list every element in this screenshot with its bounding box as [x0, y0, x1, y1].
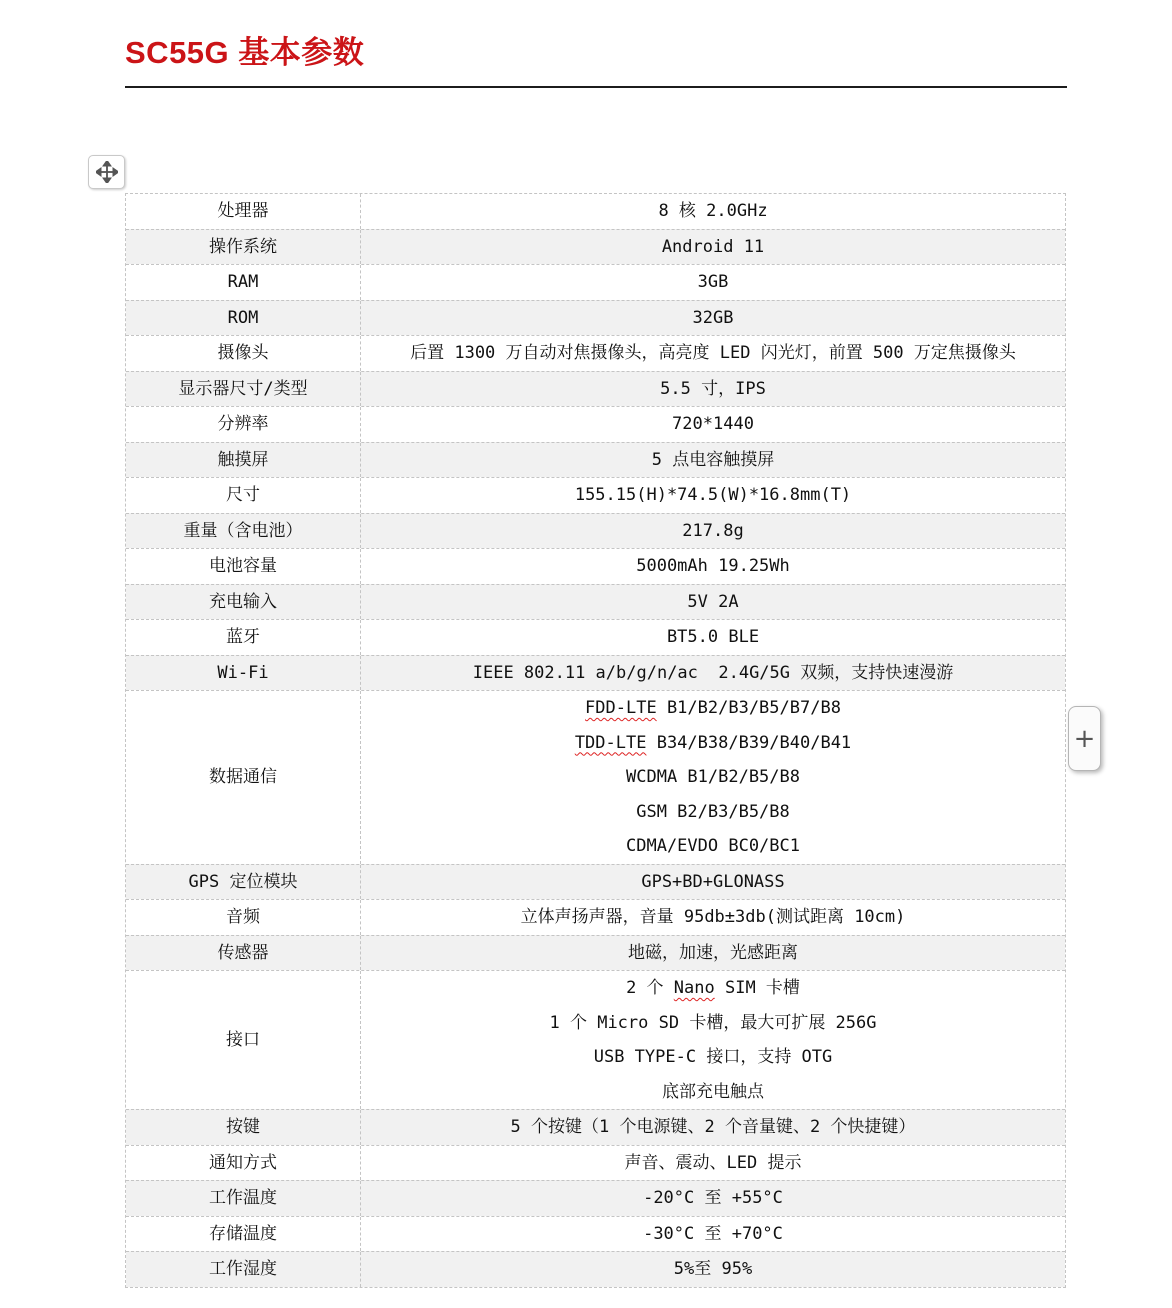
spec-label: 工作温度	[209, 1188, 277, 1208]
spec-value: 5%至 95%	[673, 1259, 753, 1279]
spec-value-cell[interactable]	[361, 301, 1065, 336]
table-row	[126, 1216, 1065, 1252]
spec-label-cell[interactable]	[126, 372, 361, 407]
spec-value: 155.15(H)*74.5(W)*16.8mm(T)	[574, 485, 852, 505]
table-row	[126, 655, 1065, 691]
spec-label-cell[interactable]	[126, 656, 361, 691]
spec-label-cell[interactable]	[126, 514, 361, 549]
spec-value: BT5.0 BLE	[666, 627, 760, 647]
spec-label: 接口	[226, 1029, 260, 1050]
spec-value-cell[interactable]	[361, 265, 1065, 300]
spec-value-cell[interactable]	[361, 372, 1065, 407]
spec-label: 操作系统	[209, 236, 277, 257]
spellcheck-underlined-word: FDD-LTE	[585, 698, 657, 718]
table-move-handle[interactable]	[88, 155, 125, 189]
table-row	[126, 1109, 1065, 1145]
table-row	[126, 584, 1065, 620]
table-row	[126, 619, 1065, 655]
spec-value-line	[585, 691, 841, 726]
spec-label-cell[interactable]	[126, 265, 361, 300]
spec-value-line: 1 个 Micro SD 卡槽，最大可扩展 256G	[549, 1012, 877, 1033]
spec-value-cell[interactable]	[361, 936, 1065, 971]
spec-label: RAM	[227, 272, 259, 292]
spec-value: 32GB	[692, 307, 734, 328]
spec-label-cell[interactable]	[126, 620, 361, 655]
spec-value-cell[interactable]	[361, 549, 1065, 584]
spec-label-cell[interactable]	[126, 443, 361, 478]
spec-label-cell[interactable]	[126, 936, 361, 971]
spec-value-cell[interactable]	[361, 1217, 1065, 1252]
spec-label-cell[interactable]	[126, 900, 361, 935]
spec-value: IEEE 802.11 a/b/g/n/ac 2.4G/5G 双频，支持快速漫游	[472, 662, 954, 683]
spec-value-cell[interactable]	[361, 407, 1065, 442]
spec-label: 按键	[226, 1117, 260, 1137]
table-row	[126, 442, 1065, 478]
table-row	[126, 300, 1065, 336]
spec-label: 充电输入	[209, 591, 277, 612]
spec-label: 尺寸	[226, 485, 260, 505]
spec-value-cell[interactable]	[361, 1146, 1065, 1181]
table-row	[126, 1145, 1065, 1181]
spec-label-cell[interactable]	[126, 691, 361, 864]
spec-label-cell[interactable]	[126, 407, 361, 442]
table-row	[126, 264, 1065, 300]
spec-label-cell[interactable]	[126, 585, 361, 620]
table-row	[126, 864, 1065, 900]
spec-value-line: WCDMA B1/B2/B5/B8	[626, 767, 800, 787]
line-post: B1/B2/B3/B5/B7/B8	[656, 698, 841, 718]
spec-value: 声音、震动、LED 提示	[624, 1152, 802, 1173]
spec-value: 5000mAh 19.25Wh	[636, 556, 790, 576]
spec-value: -20°C 至 +55°C	[643, 1188, 783, 1208]
spec-label-cell[interactable]	[126, 230, 361, 265]
spec-label-cell[interactable]	[126, 1110, 361, 1145]
spec-label: 电池容量	[209, 556, 277, 576]
spec-value: 后置 1300 万自动对焦摄像头，高亮度 LED 闪光灯，前置 500 万定焦摄像头	[410, 343, 1016, 363]
table-row-data-comm	[126, 690, 1065, 864]
spec-value: 立体声扬声器，音量 95db±3db(测试距离 10cm)	[520, 907, 906, 927]
spec-value: 720*1440	[672, 414, 754, 434]
table-row	[126, 935, 1065, 971]
spec-value-line: 底部充电触点	[662, 1081, 764, 1102]
spec-value-cell[interactable]	[361, 971, 1065, 1109]
line-post: SIM 卡槽	[714, 978, 800, 998]
spec-value-cell[interactable]	[361, 656, 1065, 691]
spec-label: 传感器	[217, 942, 269, 963]
title-divider	[125, 86, 1067, 88]
table-row	[126, 477, 1065, 513]
spec-value-line	[575, 726, 851, 761]
spec-value-cell[interactable]	[361, 336, 1065, 371]
spellcheck-underlined-word: TDD-LTE	[574, 732, 647, 753]
spec-label-cell[interactable]	[126, 971, 361, 1109]
spec-value-cell[interactable]	[361, 1110, 1065, 1145]
spec-value-line: CDMA/EVDO BC0/BC1	[626, 836, 800, 856]
spec-value-cell[interactable]	[361, 691, 1065, 864]
spec-label-cell[interactable]	[126, 1181, 361, 1216]
table-row	[126, 899, 1065, 935]
spec-label: 音频	[226, 907, 260, 927]
spec-value: 5.5 寸，IPS	[660, 378, 766, 399]
spec-label-cell[interactable]	[126, 549, 361, 584]
spec-label: ROM	[227, 307, 259, 328]
spec-value-cell[interactable]	[361, 1181, 1065, 1216]
spec-value: GPS+BD+GLONASS	[641, 871, 785, 892]
spec-value: 5 个按键（1 个电源键、2 个音量键、2 个快捷键）	[510, 1117, 916, 1137]
spec-table	[125, 193, 1066, 1288]
spec-label: 分辨率	[217, 414, 269, 434]
spec-label: 数据通信	[209, 767, 277, 787]
spec-value-cell[interactable]	[361, 865, 1065, 900]
spec-label: GPS 定位模块	[188, 871, 298, 892]
spec-label: 触摸屏	[217, 449, 269, 470]
spec-value-cell[interactable]	[361, 443, 1065, 478]
spec-value: 5 点电容触摸屏	[651, 449, 775, 470]
spec-label-cell[interactable]	[126, 1146, 361, 1181]
spec-value-cell[interactable]	[361, 478, 1065, 513]
plus-icon: +	[1073, 723, 1096, 754]
spec-value: Android 11	[661, 236, 765, 257]
spec-value: 地磁，加速，光感距离	[628, 942, 798, 963]
spec-value-cell[interactable]	[361, 194, 1065, 229]
spec-label-cell[interactable]	[126, 336, 361, 371]
page-title: SC55G 基本参数	[125, 35, 365, 70]
spec-value: -30°C 至 +70°C	[643, 1223, 783, 1244]
table-row-ports	[126, 970, 1065, 1109]
spec-label: 存储温度	[209, 1223, 277, 1244]
spec-label: 处理器	[217, 201, 269, 221]
table-row	[126, 335, 1065, 371]
spec-value-cell[interactable]	[361, 230, 1065, 265]
spec-value-line: GSM B2/B3/B5/B8	[636, 801, 790, 822]
table-row	[126, 406, 1065, 442]
spec-value-cell[interactable]	[361, 1252, 1065, 1287]
spec-value-cell[interactable]	[361, 585, 1065, 620]
spec-value-cell[interactable]	[361, 620, 1065, 655]
table-row	[126, 229, 1065, 265]
spec-label-cell[interactable]	[126, 1252, 361, 1287]
table-row	[126, 1251, 1065, 1287]
table-row	[126, 371, 1065, 407]
spec-value: 217.8g	[682, 520, 744, 541]
spec-value: 3GB	[697, 272, 729, 292]
add-button[interactable]	[1068, 706, 1101, 771]
table-row	[126, 548, 1065, 584]
spec-label-cell[interactable]	[126, 194, 361, 229]
line-post: B34/B38/B39/B40/B41	[646, 732, 852, 753]
spec-value-cell[interactable]	[361, 514, 1065, 549]
spec-label: 工作湿度	[209, 1259, 277, 1279]
spec-label: 重量（含电池）	[183, 520, 303, 541]
spec-label-cell[interactable]	[126, 865, 361, 900]
spec-value-cell[interactable]	[361, 900, 1065, 935]
spec-value: 5V 2A	[687, 591, 739, 612]
spec-value: 8 核 2.0GHz	[658, 201, 768, 221]
spec-label: 摄像头	[217, 343, 269, 363]
line-pre: 2 个	[626, 978, 674, 998]
spec-label: Wi-Fi	[217, 662, 269, 683]
spec-label: 通知方式	[209, 1152, 277, 1173]
move-icon	[96, 161, 118, 183]
spec-value-line	[626, 971, 800, 1006]
spec-value-line: USB TYPE-C 接口，支持 OTG	[593, 1047, 833, 1067]
spec-label: 蓝牙	[226, 627, 260, 647]
spec-label-cell[interactable]	[126, 301, 361, 336]
table-row	[126, 1180, 1065, 1216]
spec-label-cell[interactable]	[126, 478, 361, 513]
table-row	[126, 194, 1065, 229]
spec-label: 显示器尺寸/类型	[178, 378, 308, 399]
table-row	[126, 513, 1065, 549]
spec-label-cell[interactable]	[126, 1217, 361, 1252]
spellcheck-underlined-word: Nano	[673, 978, 715, 998]
